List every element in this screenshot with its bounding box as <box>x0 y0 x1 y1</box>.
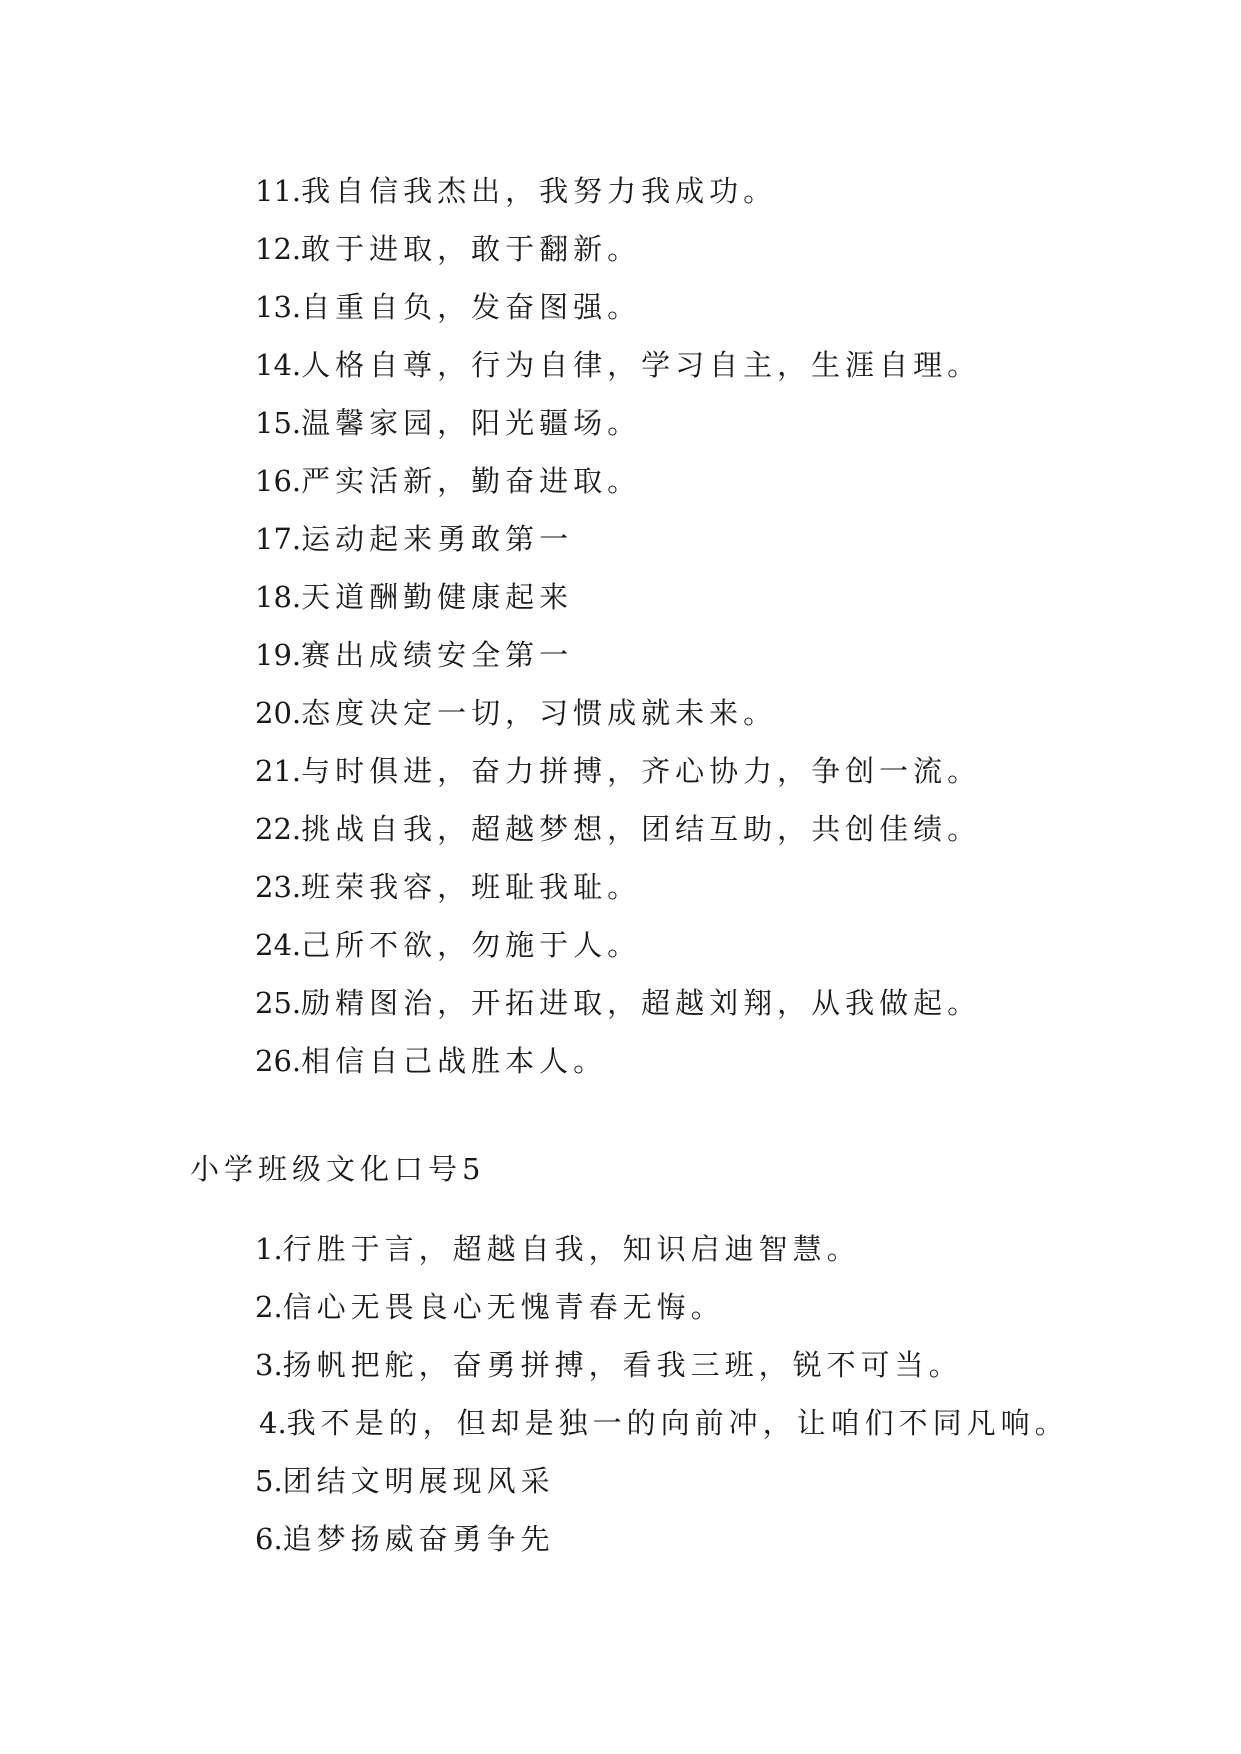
item-text: 人格自尊，行为自律，学习自主，生涯自理。 <box>301 348 982 382</box>
item-number: 23. <box>255 870 302 904</box>
item-number: 22. <box>255 812 302 846</box>
list-item <box>255 162 981 220</box>
item-text: 挑战自我，超越梦想，团结互助，共创佳绩。 <box>301 812 982 846</box>
item-text: 与时俱进，奋力拼搏，齐心协力，争创一流。 <box>301 754 982 788</box>
item-text: 行胜于言，超越自我，知识启迪智慧。 <box>282 1232 861 1266</box>
item-text: 敢于进取，敢于翻新。 <box>301 232 642 266</box>
item-text: 团结文明展现风采 <box>282 1464 555 1498</box>
list-item <box>255 684 981 742</box>
item-number: 21. <box>255 754 302 788</box>
list-item <box>255 394 981 452</box>
list-item <box>255 742 981 800</box>
list-item <box>255 1452 1069 1510</box>
item-number: 13. <box>255 290 302 324</box>
item-text: 相信自己战胜本人。 <box>301 1044 608 1078</box>
item-number: 3. <box>255 1348 283 1382</box>
list-item <box>255 916 981 974</box>
item-number: 4. <box>259 1406 287 1440</box>
item-number: 15. <box>255 406 302 440</box>
item-text: 我不是的，但却是独一的向前冲，让咱们不同凡响。 <box>286 1406 1069 1440</box>
item-text: 严实活新，勤奋进取。 <box>301 464 642 498</box>
list-item <box>255 220 981 278</box>
item-number: 19. <box>255 638 302 672</box>
list-item <box>255 1032 981 1090</box>
item-text: 扬帆把舵，奋勇拼搏，看我三班，锐不可当。 <box>282 1348 963 1382</box>
list-item <box>255 858 981 916</box>
item-text: 追梦扬威奋勇争先 <box>282 1522 555 1556</box>
section-heading: 小学班级文化口号5 <box>190 1152 486 1186</box>
item-number: 14. <box>255 348 302 382</box>
item-number: 11. <box>255 174 302 208</box>
item-number: 20. <box>255 696 302 730</box>
list-item <box>255 1278 1069 1336</box>
item-number: 1. <box>255 1232 283 1266</box>
list-item <box>255 626 981 684</box>
item-text: 态度决定一切，习惯成就未来。 <box>301 696 778 730</box>
item-text: 自重自负，发奋图强。 <box>301 290 642 324</box>
item-text: 赛出成绩安全第一 <box>301 638 574 672</box>
slogan-list <box>255 1220 1069 1568</box>
item-number: 2. <box>255 1290 283 1324</box>
item-number: 16. <box>255 464 302 498</box>
item-text: 运动起来勇敢第一 <box>301 522 574 556</box>
item-text: 己所不欲，勿施于人。 <box>301 928 642 962</box>
list-item <box>255 1336 1069 1394</box>
list-item <box>255 510 981 568</box>
list-item <box>255 568 981 626</box>
item-text: 信心无畏良心无愧青春无悔。 <box>282 1290 725 1324</box>
item-number: 17. <box>255 522 302 556</box>
item-number: 24. <box>255 928 302 962</box>
list-item <box>255 1220 1069 1278</box>
slogan-list-continued <box>255 162 981 1090</box>
item-text: 励精图治，开拓进取，超越刘翔，从我做起。 <box>301 986 982 1020</box>
item-text: 天道酬勤健康起来 <box>301 580 574 614</box>
item-text: 我自信我杰出，我努力我成功。 <box>301 174 778 208</box>
item-text: 温馨家园，阳光疆场。 <box>301 406 642 440</box>
item-text: 班荣我容，班耻我耻。 <box>301 870 642 904</box>
item-number: 26. <box>255 1044 302 1078</box>
list-item <box>255 452 981 510</box>
item-number: 18. <box>255 580 302 614</box>
list-item <box>255 800 981 858</box>
list-item <box>255 1510 1069 1568</box>
item-number: 25. <box>255 986 302 1020</box>
list-item <box>255 278 981 336</box>
item-number: 5. <box>255 1464 283 1498</box>
list-item <box>255 336 981 394</box>
list-item <box>255 974 981 1032</box>
list-item <box>255 1394 1069 1452</box>
item-number: 12. <box>255 232 302 266</box>
item-number: 6. <box>255 1522 283 1556</box>
